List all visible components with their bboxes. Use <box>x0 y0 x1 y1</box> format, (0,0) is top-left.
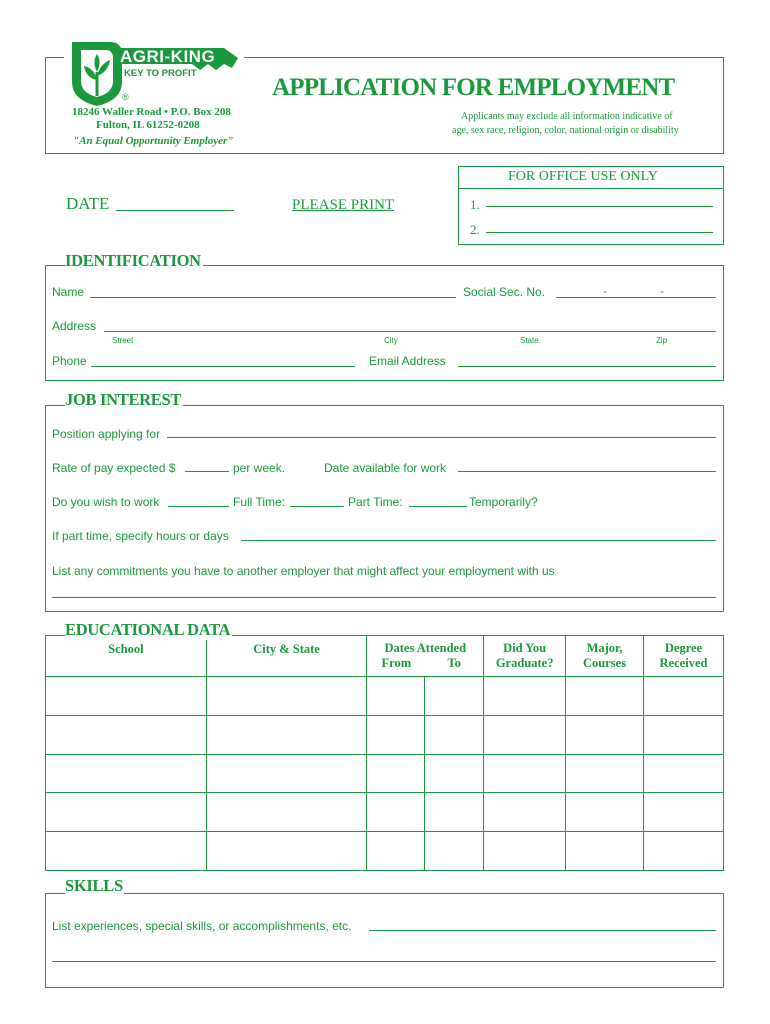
to-cell[interactable] <box>425 832 484 871</box>
skills-list-label: List experiences, special skills, or accomplishments, etc. <box>52 919 352 933</box>
part-time-hours-field[interactable] <box>241 540 716 541</box>
equal-opportunity-statement: "An Equal Opportunity Employer" <box>73 135 234 147</box>
office-use-divider <box>458 188 724 189</box>
address-field[interactable] <box>104 331 716 332</box>
commitments-field[interactable] <box>52 597 716 598</box>
phone-field[interactable] <box>91 366 355 367</box>
identification-title: IDENTIFICATION <box>65 251 201 270</box>
graduated-cell[interactable] <box>484 677 566 716</box>
email-field[interactable] <box>458 366 716 367</box>
degree-cell[interactable] <box>644 793 724 832</box>
school-header: School <box>46 636 207 677</box>
major-cell[interactable] <box>566 832 644 871</box>
education-table <box>45 635 724 871</box>
to-label: To <box>447 656 461 670</box>
major-courses-header: Major, Courses <box>566 636 644 677</box>
phone-label: Phone <box>52 354 87 368</box>
city-state-cell[interactable] <box>206 677 367 716</box>
address-zip-caption: Zip <box>656 336 668 345</box>
office-use-title: FOR OFFICE USE ONLY <box>508 169 658 184</box>
dates-attended-header <box>367 636 484 677</box>
address-label: Address <box>52 319 97 333</box>
graduated-cell[interactable] <box>484 832 566 871</box>
name-label: Name <box>52 285 85 299</box>
school-cell[interactable] <box>46 754 207 793</box>
degree-cell[interactable] <box>644 832 724 871</box>
major-cell[interactable] <box>566 677 644 716</box>
table-row <box>46 715 724 754</box>
full-time-label: Full Time: <box>233 495 286 509</box>
city-state-cell[interactable] <box>206 793 367 832</box>
table-row <box>46 793 724 832</box>
from-cell[interactable] <box>367 793 425 832</box>
city-state-cell[interactable] <box>206 832 367 871</box>
commitments-label: List any commitments you have to another employer that might affect your employment with us <box>52 564 555 578</box>
degree-cell[interactable] <box>644 754 724 793</box>
from-cell[interactable] <box>367 832 425 871</box>
graduated-cell[interactable] <box>484 715 566 754</box>
logo-tagline: KEY TO PROFIT <box>124 68 197 79</box>
city-state-cell[interactable] <box>206 715 367 754</box>
address-state-caption: State <box>520 336 539 345</box>
from-label: From <box>381 656 412 670</box>
wish-to-work-field[interactable] <box>168 506 229 507</box>
skills-field-2[interactable] <box>52 961 716 962</box>
major-cell[interactable] <box>566 754 644 793</box>
address-street-caption: Street <box>112 336 134 345</box>
date-label: DATE <box>66 194 110 213</box>
date-available-label: Date available for work <box>324 461 447 475</box>
ssn-field[interactable] <box>556 297 716 298</box>
school-cell[interactable] <box>46 793 207 832</box>
full-time-field[interactable] <box>290 506 344 507</box>
logo-text: AGRI-KING <box>120 47 216 66</box>
temporarily-label: Temporarily? <box>469 495 538 509</box>
ssn-dash-2: - <box>660 284 664 298</box>
ssn-dash-1: - <box>603 284 607 298</box>
graduated-cell[interactable] <box>484 754 566 793</box>
office-item-1-field[interactable] <box>486 206 713 207</box>
page-title: APPLICATION FOR EMPLOYMENT <box>272 74 675 101</box>
table-row <box>46 677 724 716</box>
disclaimer-line1: Applicants may exclude all information indicative of <box>461 111 673 122</box>
please-print: PLEASE PRINT <box>292 197 395 213</box>
from-cell[interactable] <box>367 677 425 716</box>
registered-mark: ® <box>122 92 129 102</box>
to-cell[interactable] <box>425 677 484 716</box>
to-cell[interactable] <box>425 793 484 832</box>
wish-to-work-label: Do you wish to work <box>52 495 160 509</box>
skills-title: SKILLS <box>65 876 123 895</box>
company-address-line2: Fulton, IL 61252-0208 <box>96 119 200 131</box>
name-field[interactable] <box>90 297 456 298</box>
skills-title-underline-right <box>124 893 126 894</box>
ssn-label: Social Sec. No. <box>463 285 546 299</box>
email-label: Email Address <box>369 354 446 368</box>
disclaimer-line2: age, sex race, religion, color, national origin or disability <box>452 125 679 136</box>
degree-cell[interactable] <box>644 677 724 716</box>
skills-title-underline <box>45 893 65 894</box>
educational-data-title: EDUCATIONAL DATA <box>65 620 231 639</box>
school-cell[interactable] <box>46 715 207 754</box>
school-cell[interactable] <box>46 832 207 871</box>
degree-cell[interactable] <box>644 715 724 754</box>
part-time-field[interactable] <box>409 506 467 507</box>
city-state-header: City & State <box>206 636 367 677</box>
date-available-field[interactable] <box>458 471 716 472</box>
from-cell[interactable] <box>367 754 425 793</box>
graduated-cell[interactable] <box>484 793 566 832</box>
office-item-1-label: 1. <box>470 197 480 212</box>
skills-box <box>45 893 724 988</box>
city-state-cell[interactable] <box>206 754 367 793</box>
educational-data-title-underline <box>45 635 65 636</box>
degree-received-header: Degree Received <box>644 636 724 677</box>
office-item-2-label: 2. <box>470 222 480 237</box>
skills-field-1[interactable] <box>369 930 716 931</box>
per-week-label: per week. <box>233 461 286 475</box>
identification-title-underline <box>45 265 65 266</box>
office-item-2-field[interactable] <box>486 232 713 233</box>
to-cell[interactable] <box>425 754 484 793</box>
rate-label: Rate of pay expected $ <box>52 461 176 475</box>
position-field[interactable] <box>167 437 716 438</box>
dates-attended-label: Dates Attended <box>384 641 467 655</box>
rate-field[interactable] <box>185 471 229 472</box>
to-cell[interactable] <box>425 715 484 754</box>
table-row <box>46 832 724 871</box>
job-interest-title: JOB INTEREST <box>65 390 182 409</box>
job-interest-title-underline <box>45 405 65 406</box>
part-time-label: Part Time: <box>348 495 403 509</box>
part-time-hours-label: If part time, specify hours or days <box>52 529 229 543</box>
position-label: Position applying for <box>52 427 161 441</box>
date-field[interactable] <box>116 210 234 211</box>
company-address-line1: 18246 Waller Road • P.O. Box 208 <box>72 106 231 118</box>
school-cell[interactable] <box>46 677 207 716</box>
major-cell[interactable] <box>566 715 644 754</box>
graduated-header: Did You Graduate? <box>484 636 566 677</box>
from-cell[interactable] <box>367 715 425 754</box>
address-city-caption: City <box>384 336 398 345</box>
major-cell[interactable] <box>566 793 644 832</box>
table-row <box>46 754 724 793</box>
